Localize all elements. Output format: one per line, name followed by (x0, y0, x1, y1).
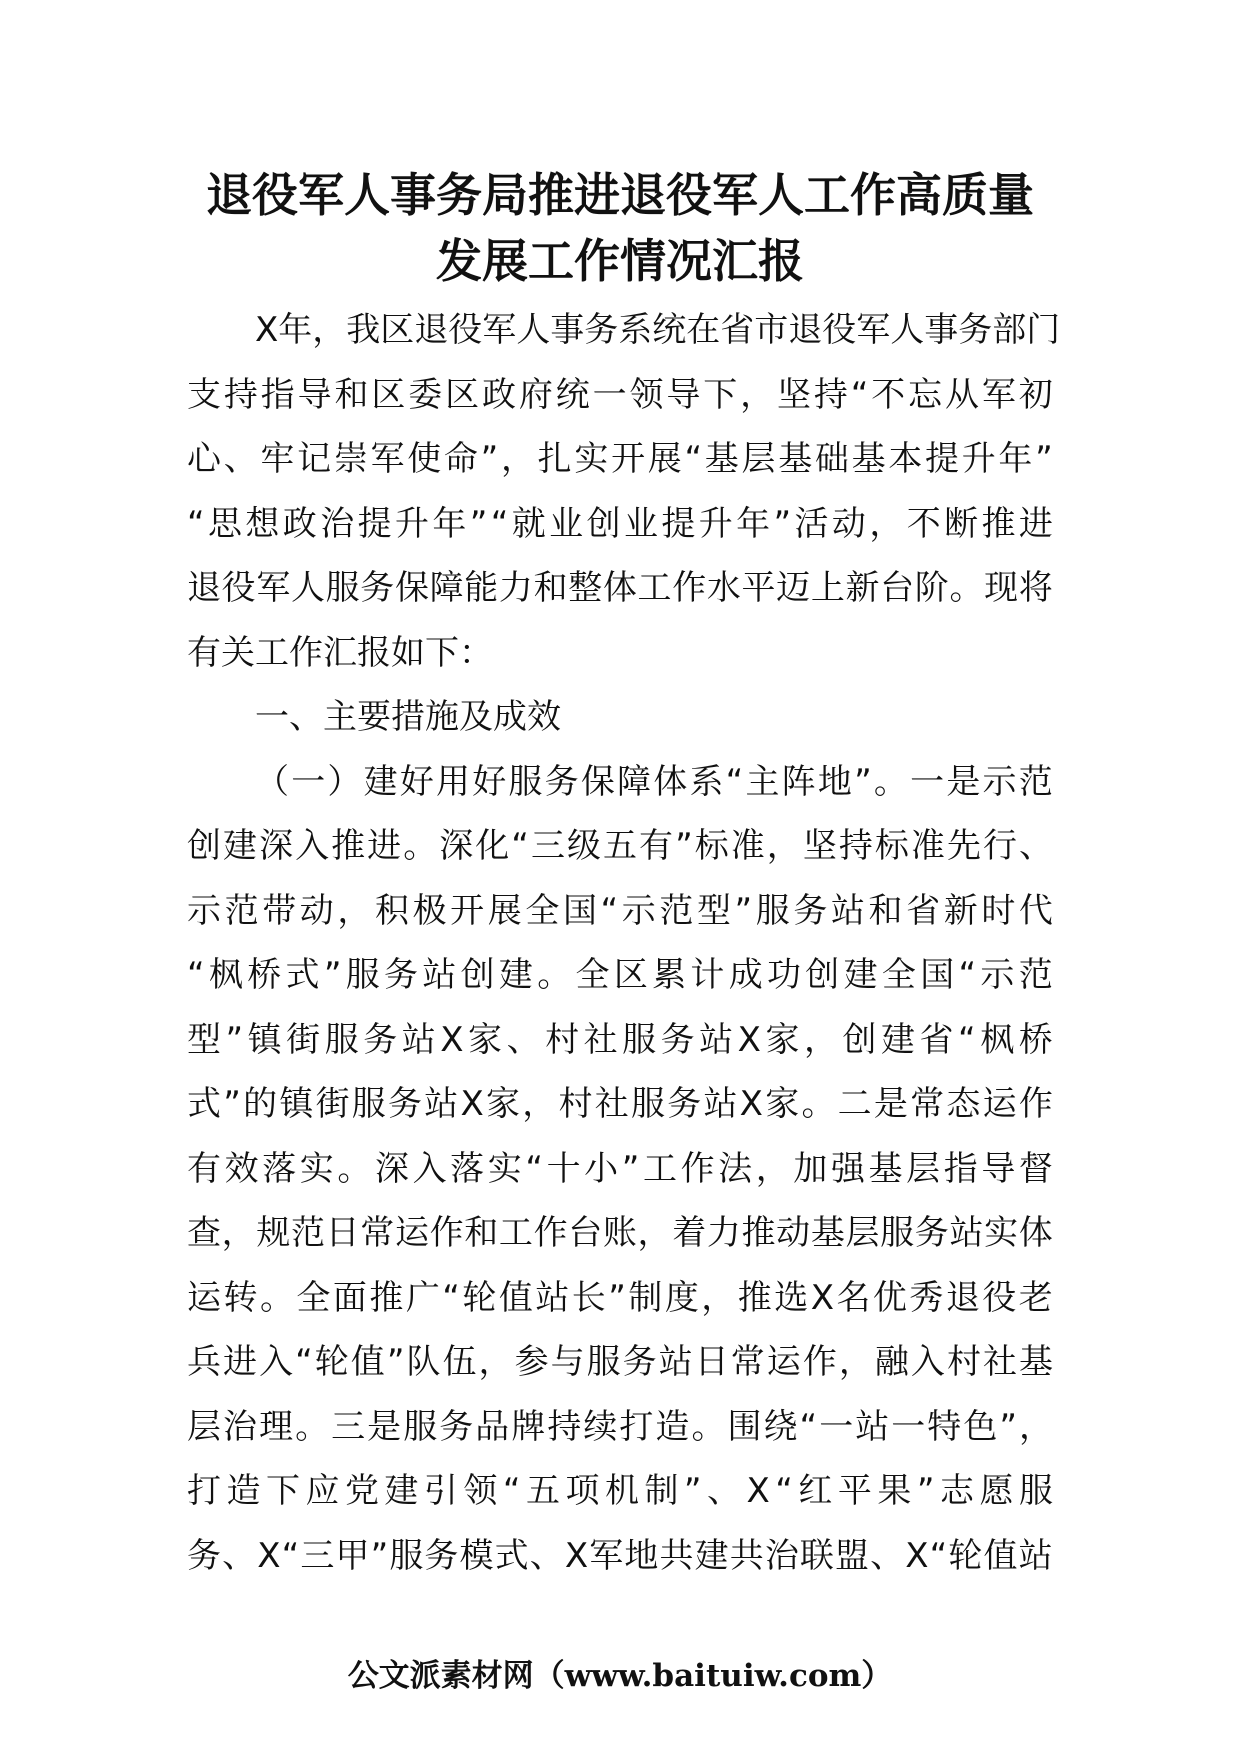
body-line: 支 持 指 导 和 区 委 区 政 府 统 一 领 导 下 ， 坚 持 “ 不 忘 从 军 初 (187, 374, 1053, 415)
body-line: 打 造 下 应 党 建 引 领 “ 五 项 机 制 ” 、 X “ 红 平 果 ” 志 愿 服 (187, 1471, 1053, 1511)
body-line: “ 思 想 政 治 提 升 年 ” “ 就 业 创 业 提 升 年 ” 活 动 ， 不 断 推 进 (187, 503, 1053, 544)
body-line: 层 治 理 。 三 是 服 务 品 牌 持 续 打 造 。 围 绕 “ 一 站 一 特 色 ” ， (187, 1406, 1053, 1447)
body-line: 型 ” 镇 街 服 务 站 X 家 、 村 社 服 务 站 X 家 ， 创 建 省 “ 枫 桥 (187, 1019, 1053, 1060)
body-line: 兵 进 入 “ 轮 值 ” 队 伍 ， 参 与 服 务 站 日 常 运 作 ， 融 入 村 社 基 (187, 1342, 1053, 1382)
body-line: X 年 ， 我 区 退 役 军 人 事 务 系 统 在 省 市 退 役 军 人 事 务 部 门 (255, 310, 1061, 350)
body-line: 有关工作汇报如下： (187, 632, 493, 673)
body-line: （ 一 ） 建 好 用 好 服 务 保 障 体 系 “ 主 阵 地 ” 。 一 是 示 范 (255, 761, 1053, 802)
body-line: “ 枫 桥 式 ” 服 务 站 创 建 。 全 区 累 计 成 功 创 建 全 国 “ 示 范 (187, 955, 1053, 995)
body-line: 运 转 。 全 面 推 广 “ 轮 值 站 长 ” 制 度 ， 推 选 X 名 优 秀 退 役 老 (187, 1277, 1053, 1318)
body-line: 创 建 深 入 推 进 。 深 化 “ 三 级 五 有 ” 标 准 ， 坚 持 标 准 先 行 、 (187, 826, 1053, 866)
body-line: 心 、 牢 记 崇 军 使 命 ” ， 扎 实 开 展 “ 基 层 基 础 基 本 提 升 年 ” (187, 439, 1053, 479)
body-line: 查 ， 规 范 日 常 运 作 和 工 作 台 账 ， 着 力 推 动 基 层 服 务 站 实 体 (187, 1213, 1053, 1253)
title-line-1: 退役军人事务局推进退役军人工作高质量 (206, 168, 1034, 222)
body-line: 有 效 落 实 。 深 入 落 实 “ 十 小 ” 工 作 法 ， 加 强 基 层 指 导 督 (187, 1148, 1053, 1189)
footer-watermark: 公文派素材网（www.baituiw.com） (347, 1658, 893, 1694)
body-line: 务 、 X “ 三 甲 ” 服 务 模 式 、 X 军 地 共 建 共 治 联 盟 、 X “ 轮 值 站 (187, 1535, 1053, 1576)
document-body (187, 298, 1061, 1588)
title-line-2: 发展工作情况汇报 (436, 234, 804, 288)
body-line: 退 役 军 人 服 务 保 障 能 力 和 整 体 工 作 水 平 迈 上 新 台 阶 。 现 将 (187, 568, 1053, 608)
body-line: 示 范 带 动 ， 积 极 开 展 全 国 “ 示 范 型 ” 服 务 站 和 省 新 时 代 (187, 890, 1053, 931)
document-title (0, 162, 1240, 294)
body-line: 式 ” 的 镇 街 服 务 站 X 家 ， 村 社 服 务 站 X 家 。 二 是 常 态 运 作 (187, 1084, 1053, 1124)
body-line: 一、主要措施及成效 (255, 697, 561, 737)
